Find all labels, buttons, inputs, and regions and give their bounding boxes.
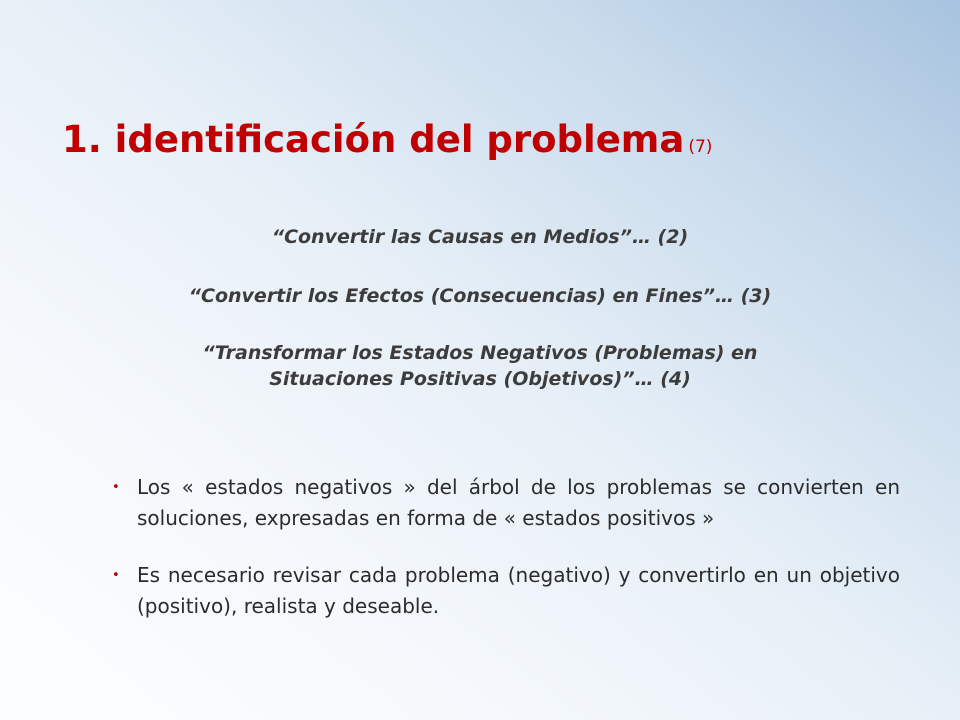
bullet-item bbox=[112, 472, 900, 534]
bullet-marker-icon: • bbox=[112, 568, 120, 583]
quote-causes-to-means: “Convertir las Causas en Medios”… (2) bbox=[271, 226, 689, 248]
bullet-item bbox=[112, 560, 900, 622]
quote-line-2: Situaciones Positivas (Objetivos)”… (4) bbox=[269, 368, 691, 390]
quote-line-1: “Transformar los Estados Negativos (Problemas) en bbox=[202, 342, 758, 364]
slide-title-text: 1. identificación del problema bbox=[62, 118, 685, 161]
bullet-marker-icon: • bbox=[112, 480, 120, 495]
quote-effects-to-ends: “Convertir los Efectos (Consecuencias) en Fines”… (3) bbox=[188, 285, 772, 307]
slide-title-number: (7) bbox=[688, 137, 713, 157]
bullet-list bbox=[112, 472, 900, 622]
slide-title bbox=[62, 116, 922, 171]
bullet-text: Los « estados negativos » del árbol de los problemas se convierten en soluciones, expresadas en forma de « estados positivos » bbox=[137, 475, 900, 530]
bullet-text: Es necesario revisar cada problema (negativo) y convertirlo en un objetivo (positivo), realista y deseable. bbox=[137, 563, 900, 618]
quote-negative-to-positive bbox=[100, 340, 860, 392]
